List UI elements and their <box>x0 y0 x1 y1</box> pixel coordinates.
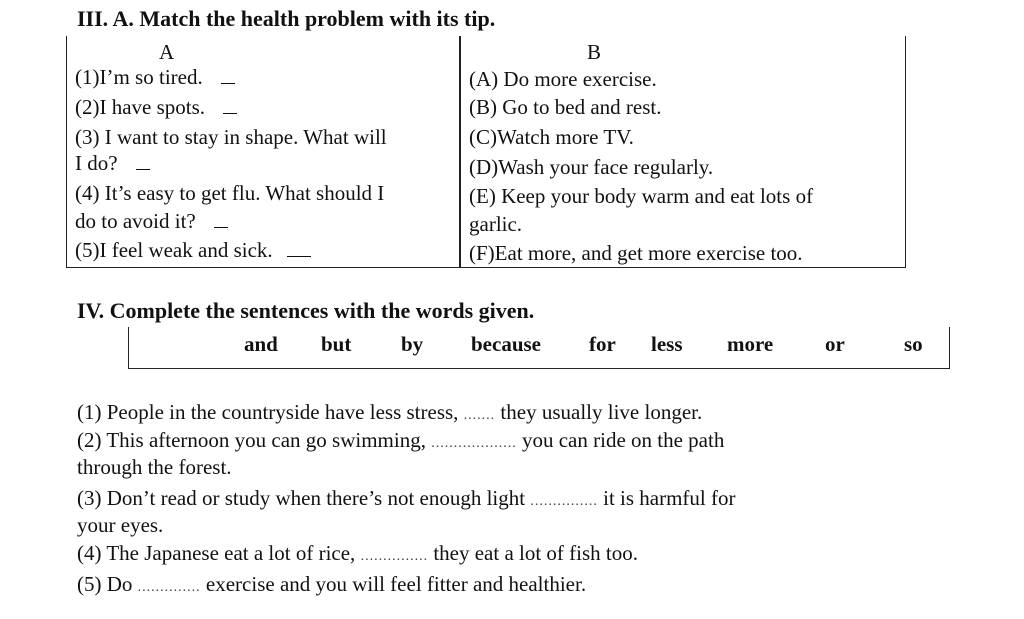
word-or: or <box>825 332 845 356</box>
tip-b: (B) Go to bed and rest. <box>469 95 662 119</box>
word-because: because <box>471 332 541 356</box>
sentence-4: (4) The Japanese eat a lot of rice, ............... they eat a lot of fish too. <box>77 539 638 571</box>
fill-blank-1[interactable]: ....... <box>463 408 496 423</box>
tip-e: (E) Keep your body warm and eat lots of <box>469 184 814 208</box>
problem-3: (3) I want to stay in shape. What will <box>75 125 387 149</box>
column-b-header: B <box>587 40 602 64</box>
word-more: more <box>727 332 774 356</box>
tip-d: (D)Wash your face regularly. <box>469 155 714 179</box>
fill-blank-2[interactable]: ................... <box>431 436 517 451</box>
problem-3-cont: I do? <box>75 149 150 177</box>
sentence-2-cont: through the forest. <box>77 455 232 479</box>
sentence-5: (5) Do .............. exercise and you will feel fitter and healthier. <box>77 570 586 602</box>
section-4-title: IV. Complete the sentences with the words given. <box>77 298 535 323</box>
tip-c: (C)Watch more TV. <box>469 125 634 149</box>
problem-1: (1)I’m so tired. <box>75 63 235 91</box>
word-by: by <box>401 332 424 356</box>
fill-blank-3[interactable]: ............... <box>530 494 598 509</box>
tip-a: (A) Do more exercise. <box>469 67 657 91</box>
table-column-divider <box>459 36 461 267</box>
word-and: and <box>244 332 278 356</box>
problem-2: (2)I have spots. <box>75 93 237 121</box>
word-bank-box <box>128 327 950 369</box>
column-a-header: A <box>159 40 175 64</box>
answer-blank-4[interactable] <box>214 213 228 228</box>
answer-blank-5[interactable] <box>287 242 311 257</box>
word-so: so <box>904 332 923 356</box>
sentence-3-cont: your eyes. <box>77 513 164 537</box>
fill-blank-4[interactable]: ............... <box>360 549 429 564</box>
matching-table <box>66 36 906 268</box>
tip-e-cont: garlic. <box>469 212 523 236</box>
sentence-1: (1) People in the countryside have less stress, ....... they usually live longer. <box>77 398 702 430</box>
fill-blank-5[interactable]: .............. <box>137 580 201 595</box>
answer-blank-3[interactable] <box>136 155 150 170</box>
tip-f: (F)Eat more, and get more exercise too. <box>469 241 803 265</box>
word-for: for <box>589 332 616 356</box>
sentence-3: (3) Don’t read or study when there’s not enough light ............... it is harmful for <box>77 484 736 516</box>
problem-5: (5)I feel weak and sick. <box>75 236 311 264</box>
problem-4: (4) It’s easy to get flu. What should I <box>75 181 385 205</box>
word-less: less <box>651 332 683 356</box>
sentence-2: (2) This afternoon you can go swimming, ................... you can ride on the path <box>77 426 724 458</box>
section-3-title: III. A. Match the health problem with its tip. <box>77 6 496 31</box>
answer-blank-2[interactable] <box>223 99 237 114</box>
answer-blank-1[interactable] <box>221 69 235 84</box>
word-but: but <box>321 332 352 356</box>
problem-4-cont: do to avoid it? <box>75 207 228 235</box>
